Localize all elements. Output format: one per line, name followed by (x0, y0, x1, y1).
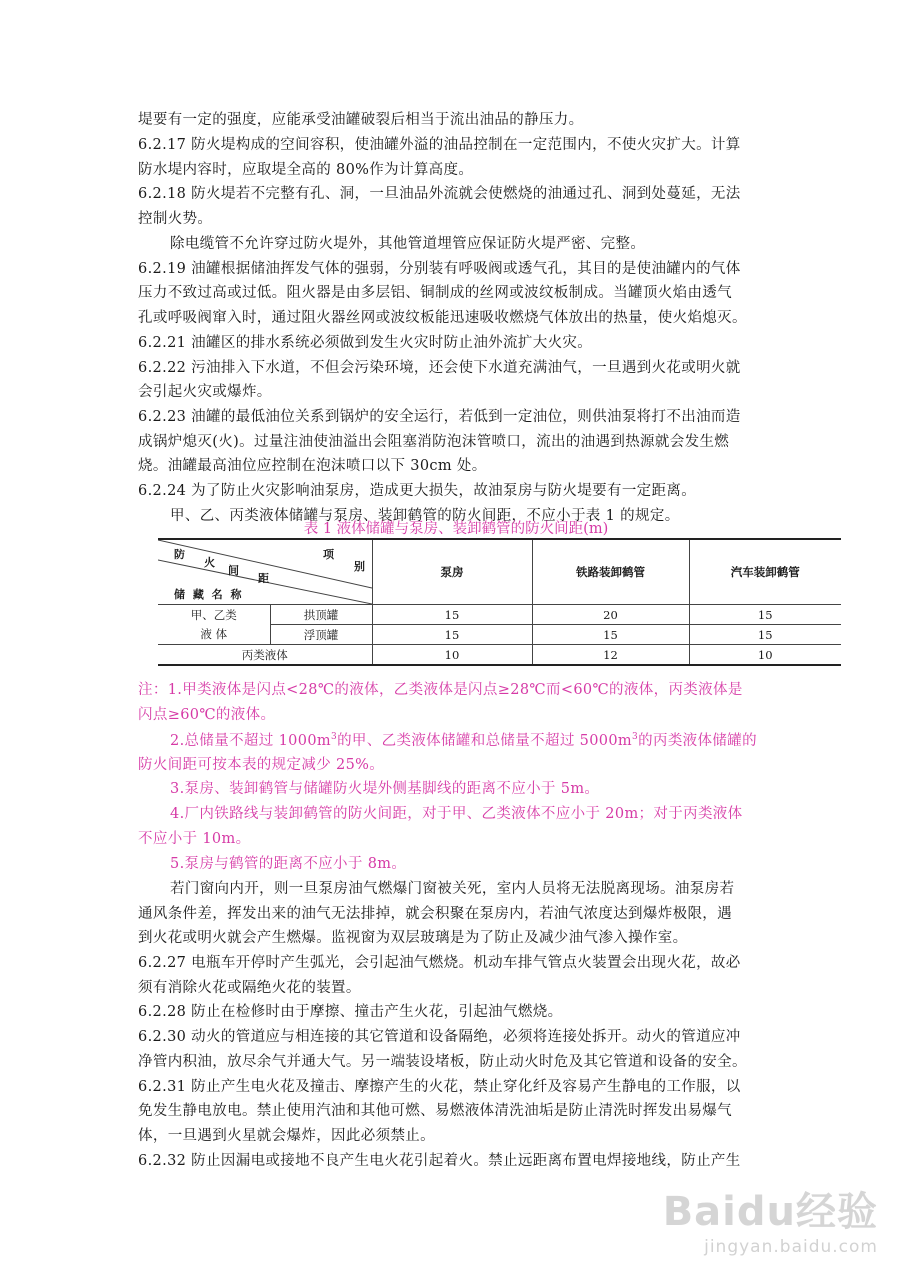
col-header-rail: 铁路装卸鹤管 (532, 539, 689, 605)
text-line: 通风条件差，挥发出来的油气无法排掉，就会积聚在泵房内，若油气浓度达到爆炸极限，遇 (138, 906, 732, 922)
table-cell: 15 (689, 605, 841, 625)
row-group-label: 甲、乙类 (158, 605, 270, 625)
watermark-url: jingyan.baidu.com (704, 1237, 878, 1257)
diag-label: 项 (323, 548, 334, 561)
note-line: 闪点≥60℃的液体。 (138, 707, 276, 723)
fire-distance-table (158, 538, 841, 666)
diagonal-header-cell (158, 539, 372, 605)
diag-label: 距 (258, 572, 269, 585)
table-cell: 10 (689, 645, 841, 666)
note-line: 防火间距可按本表的规定减少 25%。 (138, 757, 385, 773)
text-line: 6.2.19 油罐根据储油挥发气体的强弱，分别装有呼吸阀或透气孔，其目的是使油罐内的气体 (138, 261, 741, 277)
table-row (158, 645, 841, 666)
text-line: 成锅炉熄灭(火)。过量注油使油溢出会阻塞消防泡沫管喷口，流出的油遇到热源就会发生燃 (138, 434, 730, 450)
baidu-watermark (618, 1180, 878, 1258)
diag-label: 别 (354, 560, 365, 573)
table-cell: 15 (372, 625, 532, 645)
text-line: 除电缆管不允许穿过防火堤外，其他管道埋管应保证防火堤严密、完整。 (170, 236, 646, 252)
col-header-pump: 泵房 (372, 539, 532, 605)
superscript: 3 (632, 732, 639, 743)
col-header-truck: 汽车装卸鹤管 (689, 539, 841, 605)
text-line: 6.2.27 电瓶车开停时产生弧光，会引起油气燃烧。机动车排气管点火装置会出现火花，故必 (138, 955, 741, 971)
note-line: 4.厂内铁路线与装卸鹤管的防火间距，对于甲、乙类液体不应小于 20m；对于丙类液体 (170, 806, 743, 822)
text-line: 6.2.30 动火的管道应与相连接的其它管道和设备隔绝，必须将连接处拆开。动火的管道应冲 (138, 1029, 741, 1045)
text-line: 免发生静电放电。禁止使用汽油和其他可燃、易燃液体清洗油垢是防止清洗时挥发出易爆气 (138, 1103, 732, 1119)
note-line: 不应小于 10m。 (138, 831, 251, 847)
table-row (158, 625, 841, 645)
text-line: 体，一旦遇到火星就会爆炸，因此必须禁止。 (138, 1128, 435, 1144)
text-line: 6.2.31 防止产生电火花及撞击、摩擦产生的火花，禁止穿化纤及容易产生静电的工作服，以 (138, 1079, 741, 1095)
note-fragment: 的丙类液体储罐的 (638, 733, 757, 749)
text-line: 防水堤内容时，应取堤全高的 80%作为计算高度。 (138, 162, 474, 178)
row-sub-label: 拱顶罐 (270, 605, 372, 625)
table-cell: 15 (689, 625, 841, 645)
table-cell: 15 (372, 605, 532, 625)
note-line: 注：1.甲类液体是闪点<28℃的液体，乙类液体是闪点≥28℃而<60℃的液体，丙类液体是 (138, 682, 743, 698)
table-row (158, 605, 841, 625)
text-line: 烧。油罐最高油位应控制在泡沫喷口以下 30cm 处。 (138, 458, 487, 474)
text-line: 6.2.24 为了防止火灾影响油泵房，造成更大损失，故油泵房与防火堤要有一定距离。 (138, 483, 697, 499)
table-cell: 15 (532, 625, 689, 645)
text-line: 6.2.22 污油排入下水道，不但会污染环境，还会使下水道充满油气，一旦遇到火花或明火就 (138, 360, 741, 376)
note-fragment: 2.总储量不超过 1000m (170, 733, 331, 749)
text-line: 控制火势。 (138, 211, 213, 227)
text-line: 6.2.21 油罐区的排水系统必须做到发生火灾时防止油外流扩大火灾。 (138, 335, 593, 351)
text-line: 甲、乙、丙类液体储罐与泵房、装卸鹤管的防火间距，不应小于表 1 的规定。 (170, 508, 680, 524)
row-group-label: 液 体 (158, 625, 270, 645)
diag-label: 间 (228, 564, 239, 577)
table-cell: 20 (532, 605, 689, 625)
table-cell: 12 (532, 645, 689, 666)
diag-label: 防 (174, 548, 185, 561)
text-line: 若门窗向内开，则一旦泵房油气燃爆门窗被关死，室内人员将无法脱离现场。油泵房若 (170, 881, 735, 897)
superscript: 3 (331, 732, 338, 743)
text-line: 到火花或明火就会产生燃爆。监视窗为双层玻璃是为了防止及减少油气渗入操作室。 (138, 930, 688, 946)
text-line: 会引起火灾或爆炸。 (138, 384, 272, 400)
table-cell: 10 (372, 645, 532, 666)
note-fragment: 的甲、乙类液体储罐和总储量不超过 5000m (337, 733, 633, 749)
text-line: 6.2.23 油罐的最低油位关系到锅炉的安全运行，若低到一定油位，则供油泵将打不出油而造 (138, 409, 741, 425)
text-line: 6.2.28 防止在检修时由于摩擦、撞击产生火花，引起油气燃烧。 (138, 1004, 563, 1020)
text-line: 须有消除火花或隔绝火花的装置。 (138, 980, 361, 996)
text-line: 压力不致过高或过低。阻火器是由多层铝、铜制成的丝网或波纹板制成。当罐顶火焰由透气 (138, 285, 732, 301)
text-line: 堤要有一定的强度，应能承受油罐破裂后相当于流出油品的静压力。 (138, 112, 584, 128)
note-line (170, 731, 774, 751)
table-header-row (158, 539, 841, 605)
text-line: 6.2.18 防火堤若不完整有孔、洞，一旦油品外流就会使燃烧的油通过孔、洞到处蔓延，无法 (138, 186, 741, 202)
text-line: 6.2.32 防止因漏电或接地不良产生电火花引起着火。禁止远距离布置电焊接地线，防止产生 (138, 1153, 741, 1169)
text-line: 净管内积油，放尽余气并通大气。另一端装设堵板，防止动火时危及其它管道和设备的安全。 (138, 1054, 747, 1070)
note-line: 3.泵房、装卸鹤管与储罐防火堤外侧基脚线的距离不应小于 5m。 (170, 781, 600, 797)
row-label: 丙类液体 (158, 645, 372, 666)
watermark-brand: Baidu经验 (662, 1189, 878, 1235)
diag-label: 火 (204, 556, 215, 569)
note-line: 5.泵房与鹤管的距离不应小于 8m。 (170, 856, 407, 872)
text-line: 孔或呼吸阀窜入时，通过阻火器丝网或波纹板能迅速吸收燃烧气体放出的热量，使火焰熄灭。 (138, 310, 747, 326)
text-line: 6.2.17 防火堤构成的空间容积，使油罐外溢的油品控制在一定范围内，不使火灾扩大。计算 (138, 137, 741, 153)
table-caption: 表 1 液体储罐与泵房、装卸鹤管的防火间距(m) (303, 521, 609, 537)
diag-label: 储 藏 名 称 (174, 588, 244, 601)
row-sub-label: 浮顶罐 (270, 625, 372, 645)
